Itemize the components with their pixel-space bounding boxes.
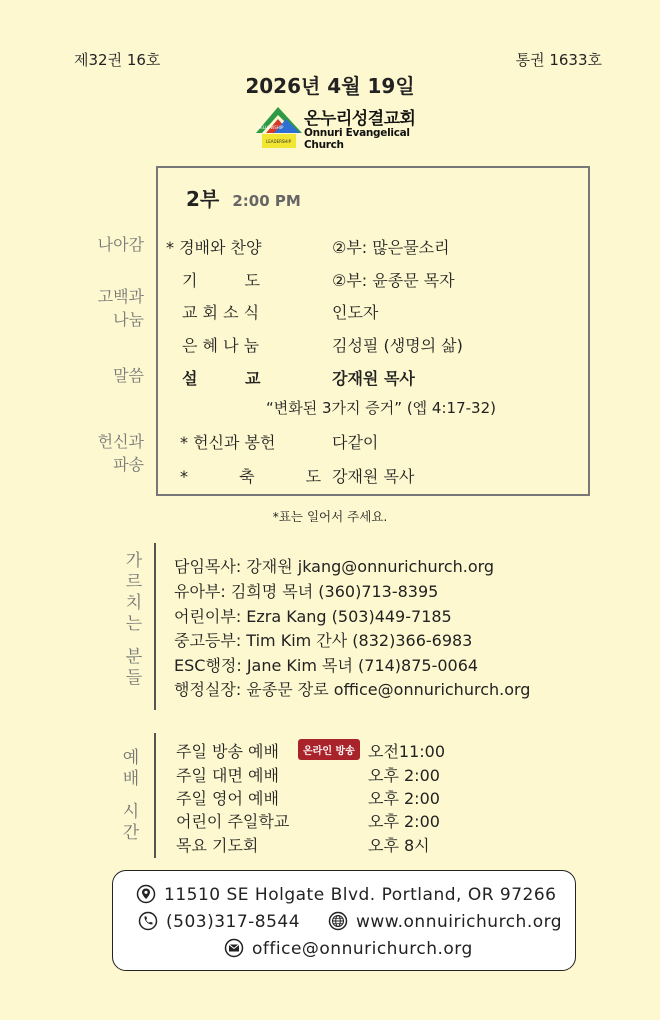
service-header [186,183,301,212]
order-item: 은 혜 나 눔 [182,336,260,355]
section-label-dedication: 헌신과 파송 [97,432,144,474]
order-value: ②부: 윤종문 목자 [332,271,455,290]
order-item: * 헌신과 봉헌 [180,433,276,452]
worship-name: 주일 영어 예배 [176,789,279,808]
order-item: 교 회 소 식 [182,303,260,322]
order-value: 김성필 (생명의 삶) [332,336,463,355]
section-label-approach: 나아감 [97,235,144,254]
order-value: ②부: 많은물소리 [332,238,450,257]
logo-tag-leadership: LEADERSHIP [266,139,292,144]
worship-name: 주일 대면 예배 [176,766,279,785]
stand-note: *표는 일어서 주세요. [272,509,388,524]
order-value: 다같이 [332,433,379,452]
order-value: 강재원 목사 [332,467,415,486]
staff-line: 중고등부: Tim Kim 간사 (832)366-6983 [174,631,473,650]
total-issue-number: 통권 1633호 [515,51,602,69]
staff-divider [154,543,156,710]
worship-name: 주일 방송 예배 [176,742,279,761]
worship-time: 오후 2:00 [368,766,440,785]
church-logo-mark-icon [252,101,304,149]
location-pin-icon [136,884,156,904]
volume-number: 제32권 16호 [74,51,161,69]
service-number: 2부 [186,187,220,211]
phone-icon [138,911,158,931]
staff-line: 어린이부: Ezra Kang (503)449-7185 [174,607,452,626]
order-item-sermon: 설 교 [182,369,261,388]
church-name: 온누리성결교회 [304,109,416,129]
worship-name: 목요 기도회 [176,836,259,855]
church-logo [252,101,422,149]
phone-web-line [138,911,562,932]
order-value: 인도자 [332,303,379,322]
staff-line: 행정실장: 윤종문 장로 office@onnurichurch.org [174,680,531,699]
order-item: 기 도 [182,271,260,290]
worship-time: 오후 2:00 [368,789,440,808]
worship-time: 오후 2:00 [368,812,440,831]
staff-line: 유아부: 김희명 목녀 (360)713-8395 [174,582,439,601]
bulletin-date: 2026년 4월 19일 [245,74,415,98]
logo-tag-fellowship: FELLOWSHIP [258,125,284,130]
globe-icon [328,911,348,931]
order-item: * 축 도 [180,467,322,486]
address-text: 11510 SE Holgate Blvd. Portland, OR 97266 [164,885,557,905]
worship-times-label: 예 배 시 간 [122,748,140,843]
worship-times-divider [154,733,156,858]
email-line [224,938,473,959]
mail-icon [224,938,244,958]
service-time: 2:00 PM [232,192,301,210]
staff-line: 담임목사: 강재원 jkang@onnurichurch.org [174,557,495,576]
email-link[interactable]: office@onnurichurch.org [252,939,473,959]
worship-time: 오후 8시 [368,836,430,855]
staff-section-label: 가 르 치 는 분 들 [125,551,143,688]
section-label-confession: 고백과 나눔 [97,287,144,329]
address-line [136,884,557,905]
section-label-word: 말씀 [113,366,144,385]
church-name-english: Onnuri Evangelical Church [304,127,410,151]
sermon-title: “변화된 3가지 증거” (엡 4:17-32) [266,399,496,417]
order-value-preacher: 강재원 목사 [332,369,415,388]
phone-text[interactable]: (503)317-8544 [166,912,301,932]
worship-time: 오전11:00 [368,742,446,761]
worship-name: 어린이 주일학교 [176,812,290,831]
staff-line: ESC행정: Jane Kim 목녀 (714)875-0064 [174,656,479,675]
order-item: * 경배와 찬양 [166,238,262,257]
website-link[interactable]: www.onnuirichurch.org [355,912,563,932]
online-broadcast-badge: 온라인 방송 [298,739,360,760]
